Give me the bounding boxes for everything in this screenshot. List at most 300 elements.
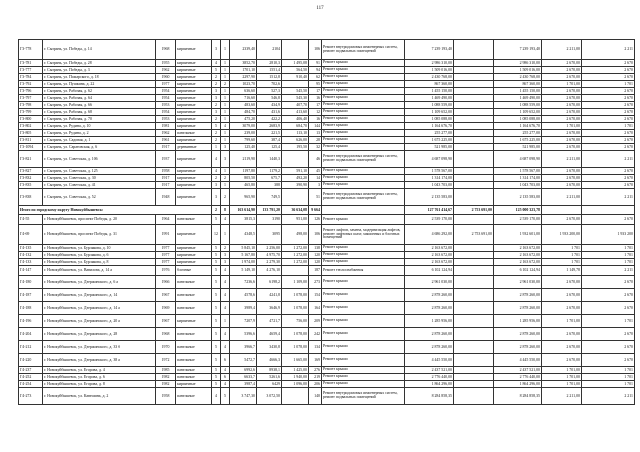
table-cell: 1 164 676,70 [405, 123, 454, 130]
table-cell: 4 [221, 302, 230, 315]
table-cell: г. Новокуйбышевск, ул. Кавешина, д. 2 [43, 388, 156, 405]
table-cell: 2 878 260,00 [494, 341, 542, 354]
table-cell: 1953 [156, 116, 176, 123]
table-cell: 2 163 672,00 [405, 252, 454, 259]
table-cell: Ремонт крыши [322, 137, 405, 144]
table-cell: 1982 [156, 381, 176, 388]
table-cell: Г4-254 [19, 381, 43, 388]
table-cell: кирпичные [176, 74, 212, 81]
table-cell [454, 109, 494, 116]
table-cell: 3 [212, 95, 221, 102]
table-cell: 1 043 703,00 [494, 182, 542, 189]
table-cell: Ремонт внутридомовых инженерных систем, ремонт подвальных помещений [322, 151, 405, 168]
table-cell: 805,50 [230, 175, 257, 182]
table-cell: Ремонт крыши [322, 116, 405, 123]
table-cell: 9 664 [309, 206, 322, 215]
table-cell [454, 374, 494, 381]
table-cell: г. Новокуйбышевск, проспект Победы, д. 31 [43, 225, 156, 245]
table-cell: 2 670,00 [542, 60, 582, 67]
table-cell: 4348,5 [230, 225, 257, 245]
table-cell: 2 670 [582, 276, 635, 289]
table-cell: Г4-252 [19, 374, 43, 381]
table-cell: Ремонт внутридомовых инженерных систем, ремонт подвальных помещений [322, 40, 405, 60]
table-cell: 2 670 [582, 328, 635, 341]
table-cell: кирпичные [176, 245, 212, 252]
table-cell: 484,70 [230, 109, 257, 116]
table-cell: Ремонт крыши [322, 74, 405, 81]
table-cell [454, 67, 494, 74]
table-cell: 1 701 [582, 259, 635, 266]
table-cell: 5261,6 [257, 374, 282, 381]
table-cell: 1958 [156, 168, 176, 175]
table-cell: 163 614,90 [230, 206, 257, 215]
table-cell: Ремонт крыши [322, 175, 405, 182]
table-cell: кирпичные [176, 88, 212, 95]
table-cell: 545,30 [282, 95, 309, 102]
table-cell [322, 206, 405, 215]
table-cell: 1 455 150,00 [405, 88, 454, 95]
table-cell: 1991 [156, 225, 176, 245]
table-cell: 4 [221, 341, 230, 354]
table-cell: 1 701 [582, 381, 635, 388]
table-cell: Г3-796 [19, 88, 43, 95]
table-cell [454, 367, 494, 374]
table-cell: 1 455 150,00 [494, 88, 542, 95]
table-cell: 126 [309, 215, 322, 225]
table-cell: панельные [176, 328, 212, 341]
table-cell: 1 578 567,00 [494, 168, 542, 175]
table-cell: 388 [257, 182, 282, 189]
table-cell: 1982 [156, 374, 176, 381]
table-cell: 5 [212, 67, 221, 74]
table-cell: 1 [221, 102, 230, 109]
table-cell: Ремонт крыши [322, 144, 405, 151]
table-row [19, 315, 635, 328]
table-cell: 6 [221, 374, 230, 381]
table-cell: 4659,4 [257, 328, 282, 341]
table-cell: г. Сызрань, ул. Советская, д. 52 [43, 189, 156, 206]
table-cell: 1 [221, 74, 230, 81]
table-cell: 545,50 [282, 88, 309, 95]
table-cell: Г3-784 [19, 74, 43, 81]
table-cell: 3989,4 [230, 302, 257, 315]
table-cell: 195,50 [282, 144, 309, 151]
table-cell: 239,00 [230, 130, 257, 137]
table-cell: Ремонт крыши [322, 354, 405, 367]
table-cell: кирпичные [176, 175, 212, 182]
table-cell: 1 [221, 67, 230, 74]
table-cell: кирпичные [176, 252, 212, 259]
table-cell: 591,10 [282, 168, 309, 175]
table-cell: 1 933 200 [582, 225, 635, 245]
table-cell: 2 670,00 [542, 215, 582, 225]
table-cell: 1977 [156, 81, 176, 88]
table-cell: 5 [212, 341, 221, 354]
table-row [19, 388, 635, 405]
table-cell: Г4-273 [19, 388, 43, 405]
table-cell: 1964 [156, 215, 176, 225]
table-cell: 1 675 225,00 [494, 137, 542, 144]
table-cell: 125 000 323,78 [494, 206, 542, 215]
table-cell: 2 670 [582, 60, 635, 67]
table-cell: 1 701 [582, 81, 635, 88]
table-cell: 546,8 [257, 95, 282, 102]
table-cell: 2 878 260,00 [405, 328, 454, 341]
capital-repair-table [18, 39, 635, 405]
table-cell [454, 381, 494, 388]
table-cell: 219 [309, 374, 322, 381]
table-row [19, 88, 635, 95]
table-cell: кирпичные [176, 225, 212, 245]
table-row [19, 81, 635, 88]
table-cell: 106 [309, 225, 322, 245]
table-cell: 2 163 672,00 [494, 259, 542, 266]
table-cell: Г3-797 [19, 95, 43, 102]
table-cell: панельные [176, 354, 212, 367]
table-cell: 1977 [156, 259, 176, 266]
table-cell: 32 [309, 144, 322, 151]
table-cell: 3079,00 [230, 123, 257, 130]
table-cell: 221,5 [257, 130, 282, 137]
table-cell: 12 [212, 225, 221, 245]
table-cell: 8 284 858,35 [494, 388, 542, 405]
table-row [19, 302, 635, 315]
table-cell: 1 [221, 116, 230, 123]
table-cell: кирпичные [176, 137, 212, 144]
table-cell: Г4-180 [19, 276, 43, 289]
table-cell: Ремонт крыши [322, 328, 405, 341]
table-cell: 867 360,00 [405, 81, 454, 88]
table-cell: панельные [176, 302, 212, 315]
table-cell: 2 961 030,00 [494, 276, 542, 289]
table-cell: 4 687 098,90 [494, 151, 542, 168]
table-cell: 1981 [156, 123, 176, 130]
table-cell: 675,7 [257, 175, 282, 182]
table-cell: г. Новокуйбышевск, ул. Бурлякова, д. 6 [43, 252, 156, 259]
table-cell: 2 [221, 175, 230, 182]
table-cell: 1948 [156, 189, 176, 206]
table-cell: 12 [309, 109, 322, 116]
table-cell: 2 163 672,00 [494, 245, 542, 252]
table-cell: кирпичные [176, 381, 212, 388]
table-cell: 6 [221, 354, 230, 367]
table-cell [454, 40, 494, 60]
table-cell: 6429 [257, 381, 282, 388]
table-cell: 5 [212, 276, 221, 289]
table-cell: 2 670,00 [542, 116, 582, 123]
table-cell: кирпичные [176, 95, 212, 102]
table-cell: 16 [309, 116, 322, 123]
table-cell: Г4-187 [19, 289, 43, 302]
table-cell: 2 753 691,00 [454, 225, 494, 245]
table-cell: 965,90 [230, 189, 257, 206]
table-cell: 3815,3 [230, 215, 257, 225]
table-cell: 910,40 [282, 74, 309, 81]
table-cell: 1 665,00 [282, 354, 309, 367]
table-cell: кирпичные [176, 116, 212, 123]
table-cell: 4 445 550,00 [494, 354, 542, 367]
table-cell: Ремонт крыши [322, 81, 405, 88]
table-cell: 1 043 703,00 [405, 182, 454, 189]
table-cell: 17 [309, 88, 322, 95]
table-cell: 95 [309, 81, 322, 88]
table-cell: 1 285 956,00 [494, 315, 542, 328]
table-cell: кирпичные [176, 81, 212, 88]
table-cell: 2 670,00 [542, 109, 582, 116]
table-cell: Ремонт крыши [322, 109, 405, 116]
table-cell: 8 [221, 206, 230, 215]
table-cell: 527,3 [257, 88, 282, 95]
table-cell: Ремонт крыши [322, 88, 405, 95]
table-cell: 1 078,00 [282, 289, 309, 302]
table-cell: 1 701,00 [542, 81, 582, 88]
table-body [19, 40, 635, 405]
table-cell: 5 149,10 [230, 266, 257, 276]
table-cell: 1701,10 [230, 67, 257, 74]
table-cell: 2 163 672,00 [405, 245, 454, 252]
table-cell: 5 [212, 123, 221, 130]
table-cell: 702,6 [257, 81, 282, 88]
table-cell: 14 [309, 175, 322, 182]
table-cell: г. Новокуйбышевск, ул. Дзержинского, д. 28 [43, 328, 156, 341]
table-row [19, 245, 635, 252]
table-cell: 169 [309, 354, 322, 367]
table-row [19, 40, 635, 60]
table-cell: 113,10 [282, 130, 309, 137]
table-cell: 3 [212, 189, 221, 206]
table-cell: 422,2 [257, 116, 282, 123]
table-cell: 1 932 601,00 [494, 225, 542, 245]
table-row [19, 74, 635, 81]
table-cell: 154 [309, 289, 322, 302]
table-cell: г. Новокуйбышевск, ул. Дзержинского, д. 33 б [43, 341, 156, 354]
table-cell: 1 701,00 [542, 123, 582, 130]
table-cell: кирпичные [176, 67, 212, 74]
table-cell [454, 137, 494, 144]
table-cell: 1551,4 [257, 67, 282, 74]
table-row [19, 266, 635, 276]
table-cell: 2 670 [582, 182, 635, 189]
table-cell: 1 [212, 144, 221, 151]
table-cell: 1 701,00 [542, 367, 582, 374]
table-cell: кирпичные [176, 60, 212, 67]
table-cell: 4 [221, 289, 230, 302]
table-cell: 564,50 [282, 67, 309, 74]
table-cell: Ремонт крыши [322, 245, 405, 252]
table-cell: 2 878 260,00 [405, 289, 454, 302]
table-cell: 5 [212, 315, 221, 328]
table-cell: 138 [309, 245, 322, 252]
table-cell: г. Новокуйбышевск, ул. Вавилова, д. 14 а [43, 266, 156, 276]
table-cell: Ремонт крыши [322, 341, 405, 354]
table-cell: 1 [221, 130, 230, 137]
table-cell: 1 314 174,00 [405, 175, 454, 182]
table-cell [454, 266, 494, 276]
table-cell: 1 272,00 [282, 252, 309, 259]
table-cell: 2104 [257, 40, 282, 60]
table-cell: 1967 [156, 289, 176, 302]
table-cell: 4 [221, 367, 230, 374]
table-cell: 1977 [156, 245, 176, 252]
table-cell: Г4-237 [19, 367, 43, 374]
table-cell [282, 81, 309, 88]
table-cell: 7 239 193,40 [405, 40, 454, 60]
table-cell: 2683,9 [257, 123, 282, 130]
table-cell: 46 [309, 151, 322, 168]
table-cell: 3 [221, 151, 230, 168]
table-cell: 17 [309, 102, 322, 109]
table-cell: 2 986 310,00 [405, 60, 454, 67]
table-cell: г. Новокуйбышевск, ул. Дзержинского, д. 6 а [43, 276, 156, 289]
table-cell: 2 437 521,00 [494, 367, 542, 374]
table-cell: 2 135 583,00 [494, 189, 542, 206]
table-cell: 3852,70 [230, 60, 257, 67]
table-cell: 45 [309, 168, 322, 175]
table-cell: 120 [309, 259, 322, 266]
table-cell: 2 [221, 81, 230, 88]
table-cell: 16 [309, 95, 322, 102]
table-cell: 13 [309, 130, 322, 137]
table-cell: 2 135 583,00 [405, 189, 454, 206]
table-cell: г. Сызрань, ул. Рабочая, д. 68 [43, 109, 156, 116]
table-cell: 2 [212, 206, 221, 215]
table-cell: г. Новокуйбышевск, ул. Егорова, д. 6 [43, 374, 156, 381]
table-cell: 2 878 260,00 [405, 341, 454, 354]
table-cell: 2 670 [582, 302, 635, 315]
table-cell: 1 [221, 182, 230, 189]
table-cell: Г4-55 [19, 215, 43, 225]
table-cell: 4 975,70 [257, 252, 282, 259]
table-cell: г. Сызрань, ул. Рабочая, д. 70 [43, 116, 156, 123]
table-cell: Ремонт крыши [322, 182, 405, 189]
table-cell: 2297,90 [230, 74, 257, 81]
table-cell: 4241,8 [257, 289, 282, 302]
table-cell: Ремонт лифтов, замена, модернизация лифтов, ремонт лифтовых шахт, машинных и блочных помещений [322, 225, 405, 245]
table-cell: 1 [221, 109, 230, 116]
table-cell: деревянные [176, 144, 212, 151]
table-cell: 1 088 559,00 [405, 102, 454, 109]
table-cell: 2 [212, 102, 221, 109]
table-cell: Ремонт крыши [322, 95, 405, 102]
table-row [19, 168, 635, 175]
table-cell [454, 289, 494, 302]
table-cell: 413,60 [282, 109, 309, 116]
table-cell: г. Сызрань, ул. Победы, д. 14 [43, 40, 156, 60]
table-cell [282, 266, 309, 276]
table-cell: 5472,7 [230, 354, 257, 367]
table-cell: 2 961 030,00 [405, 276, 454, 289]
table-cell: 1 [221, 168, 230, 175]
table-row [19, 95, 635, 102]
table-cell: 1 285 956,00 [405, 315, 454, 328]
table-cell: 1 096,00 [282, 381, 309, 388]
table-cell: 2 211 [582, 388, 635, 405]
page-number: 117 [316, 6, 324, 11]
table-cell: 2 878 260,00 [494, 302, 542, 315]
table-cell [454, 175, 494, 182]
table-cell: Г4-132 [19, 252, 43, 259]
table-cell: панельные [176, 130, 212, 137]
table-row [19, 289, 635, 302]
table-cell: 2 279,30 [257, 259, 282, 266]
table-cell: 1 [221, 88, 230, 95]
table-row [19, 367, 635, 374]
table-cell: 127 761 414,67 [405, 206, 454, 215]
table-cell: 1967 [156, 315, 176, 328]
table-cell: Ремонт крыши [322, 289, 405, 302]
table-cell: Ремонт крыши [322, 259, 405, 266]
table-row [19, 259, 635, 266]
table-cell: 1 [221, 40, 230, 60]
table-cell [454, 88, 494, 95]
table-row [19, 381, 635, 388]
table-cell: г. Сызрань, ул. Советская, д. 30 [43, 175, 156, 182]
table-cell: 120 [309, 252, 322, 259]
table-cell: 1 701 [542, 259, 582, 266]
table-row [19, 116, 635, 123]
table-cell: 2 [221, 245, 230, 252]
table-cell: Г3-835 [19, 182, 43, 189]
table-cell: 1 701 [542, 252, 582, 259]
table-cell: Г3-778 [19, 40, 43, 60]
table-cell: 4 [212, 388, 221, 405]
table-cell: 8938,1 [257, 367, 282, 374]
table-cell: 2 670,00 [542, 102, 582, 109]
table-cell: 1 [221, 95, 230, 102]
table-cell: 1023,70 [230, 81, 257, 88]
table-cell: 1960 [156, 74, 176, 81]
table-cell: Г4-196 [19, 315, 43, 328]
table-cell: 1 974,00 [230, 259, 257, 266]
table-cell: Ремонт внутридомовых инженерных систем, ремонт подвальных помещений [322, 189, 405, 206]
table-cell: 2 670,00 [542, 137, 582, 144]
table-cell: 2 670 [582, 109, 635, 116]
table-cell: 1917 [156, 144, 176, 151]
table-cell: 2 670 [582, 67, 635, 74]
table-cell: 3 [212, 88, 221, 95]
table-cell: 1 578 567,00 [405, 168, 454, 175]
table-cell: 1 [221, 315, 230, 328]
table-cell: Ремонт крыши [322, 215, 405, 225]
table-cell: 431,6 [257, 109, 282, 116]
table-cell: 5 [212, 259, 221, 266]
table-cell [454, 341, 494, 354]
table-cell: 5 [212, 367, 221, 374]
table-cell: 1 509 016,00 [494, 67, 542, 74]
table-cell: г. Новокуйбышевск, ул. Егорова, д. 8 [43, 381, 156, 388]
table-cell: 2 211 [582, 151, 635, 168]
table-cell: 2 670,00 [542, 354, 582, 367]
table-cell: 4 [221, 266, 230, 276]
table-cell: 125,4 [257, 144, 282, 151]
table-cell: 7207,9 [230, 315, 257, 328]
table-cell: 1 675 225,00 [405, 137, 454, 144]
table-cell: Ремонт крыши [322, 315, 405, 328]
table-cell: 62 [309, 74, 322, 81]
table-cell: 2 670 [582, 144, 635, 151]
table-cell: 2 670 [582, 116, 635, 123]
table-cell: 3987,4 [230, 381, 257, 388]
table-cell: Ремонт крыши [322, 276, 405, 289]
table-cell: Г3-802 [19, 123, 43, 130]
table-cell: 1 864 296,00 [494, 381, 542, 388]
table-cell: кирпичные [176, 109, 212, 116]
table-cell: 1 164 676,70 [494, 123, 542, 130]
table-cell [454, 81, 494, 88]
table-cell: 2 211,00 [542, 40, 582, 60]
table-cell: 1 701,00 [542, 374, 582, 381]
table-cell: 1970 [156, 341, 176, 354]
